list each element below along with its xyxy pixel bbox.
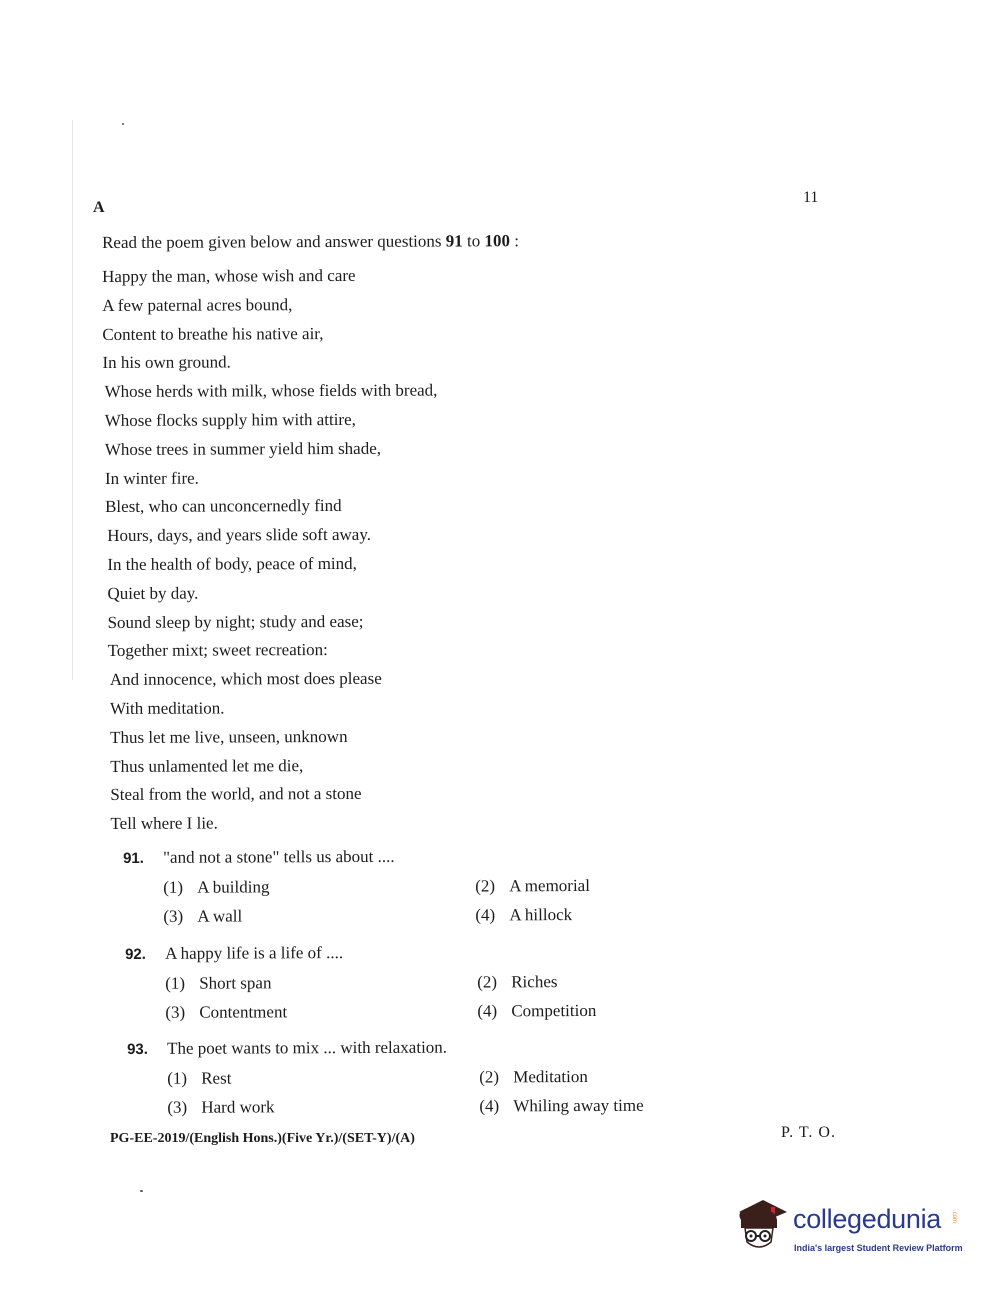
poem-line: Whose flocks supply him with attire, <box>104 409 356 430</box>
question-93 <box>127 1031 719 1122</box>
option-number: (3) <box>167 1097 188 1117</box>
option-number: (1) <box>165 973 186 993</box>
option-number: (2) <box>477 972 498 992</box>
page-number: 11 <box>803 189 819 206</box>
option-text: Whiling away time <box>513 1095 644 1116</box>
question-text: "and not a stone" tells us about .... <box>163 846 395 867</box>
poem-line: Whose herds with milk, whose fields with bread, <box>104 380 438 402</box>
question-number: 91. <box>123 849 144 867</box>
collegedunia-logo[interactable] <box>733 1196 963 1258</box>
option-3[interactable] <box>165 996 477 1026</box>
poem-line: In his own ground. <box>102 352 231 373</box>
option-2[interactable] <box>475 870 715 900</box>
poem-line: Hours, days, and years slide soft away. <box>107 525 371 546</box>
question-range-end: 100 <box>484 231 511 251</box>
option-2[interactable] <box>477 966 717 996</box>
option-text: Hard work <box>201 1097 275 1117</box>
instruction-prefix: Read the poem given below and answer questions <box>102 231 446 252</box>
scan-speck <box>140 1190 143 1192</box>
poem-line: In winter fire. <box>104 468 199 488</box>
poem-line: With meditation. <box>109 698 225 718</box>
option-number: (1) <box>167 1068 188 1088</box>
poem-line: Thus unlamented let me die, <box>110 755 304 776</box>
option-3[interactable] <box>167 1091 479 1121</box>
instruction-suffix: : <box>509 231 520 251</box>
instruction-text <box>102 231 519 253</box>
question-text: The poet wants to mix ... with relaxation. <box>167 1037 448 1058</box>
answer-options <box>165 966 717 1026</box>
question-stem <box>127 1031 719 1064</box>
poem-line: Content to breathe his native air, <box>102 323 324 344</box>
option-1[interactable] <box>165 967 477 997</box>
poem-line: Steal from the world, and not a stone <box>110 784 362 805</box>
option-1[interactable] <box>163 871 475 901</box>
option-1[interactable] <box>167 1062 479 1092</box>
question-range-start: 91 <box>445 231 463 251</box>
option-number: (3) <box>163 906 184 926</box>
option-number: (2) <box>475 876 496 896</box>
option-number: (3) <box>165 1002 186 1022</box>
poem <box>102 262 439 839</box>
scan-margin-line <box>72 120 73 680</box>
option-number: (1) <box>163 877 184 897</box>
answer-options <box>167 1061 719 1121</box>
exam-code: PG-EE-2019/(English Hons.)(Five Yr.)/(SET-Y)/(A) <box>110 1131 415 1146</box>
option-text: A memorial <box>509 875 590 896</box>
graduate-mascot-icon <box>733 1196 791 1258</box>
question-number: 93. <box>127 1040 148 1058</box>
option-number: (4) <box>477 1001 498 1021</box>
option-4[interactable] <box>479 1090 719 1120</box>
set-letter: A <box>93 199 105 216</box>
poem-line: In the health of body, peace of mind, <box>107 553 357 574</box>
poem-line: Whose trees in summer yield him shade, <box>104 438 382 459</box>
question-stem <box>123 840 715 873</box>
option-number: (2) <box>479 1067 500 1087</box>
answer-options <box>163 870 715 930</box>
poem-line: Happy the man, whose wish and care <box>102 265 356 286</box>
question-91 <box>123 840 715 931</box>
option-4[interactable] <box>475 899 715 929</box>
option-3[interactable] <box>163 900 475 930</box>
please-turn-over: P. T. O. <box>781 1124 836 1141</box>
question-92 <box>125 936 717 1027</box>
poem-line: Together mixt; sweet recreation: <box>107 640 328 661</box>
option-text: Contentment <box>199 1002 288 1022</box>
option-2[interactable] <box>479 1061 719 1091</box>
option-text: Riches <box>511 972 558 992</box>
option-number: (4) <box>475 905 496 925</box>
brand-domain-suffix: .com <box>951 1210 957 1224</box>
poem-line: A few paternal acres bound, <box>102 294 293 315</box>
option-text: Competition <box>511 1000 597 1021</box>
poem-line: And innocence, which most does please <box>109 668 382 690</box>
option-text: A wall <box>197 906 243 926</box>
poem-line: Blest, who can unconcernedly find <box>105 496 342 517</box>
option-text: Rest <box>201 1068 232 1088</box>
scan-speck <box>122 123 124 125</box>
option-text: A building <box>197 877 270 897</box>
option-number: (4) <box>479 1096 500 1116</box>
poem-line: Quiet by day. <box>107 583 199 603</box>
question-text: A happy life is a life of .... <box>165 943 344 963</box>
brand-name: collegedunia <box>793 1204 942 1234</box>
option-text: A hillock <box>509 905 573 925</box>
poem-line: Sound sleep by night; study and ease; <box>107 611 364 632</box>
option-text: Short span <box>199 973 272 993</box>
poem-line: Thus let me live, unseen, unknown <box>110 726 348 747</box>
brand-tagline: India's largest Student Review Platform <box>794 1243 963 1253</box>
option-text: Meditation <box>513 1066 588 1087</box>
poem-line: Tell where I lie. <box>110 813 218 834</box>
option-4[interactable] <box>477 995 717 1025</box>
instruction-middle: to <box>462 231 485 251</box>
question-stem <box>125 936 717 969</box>
question-number: 92. <box>125 945 146 963</box>
